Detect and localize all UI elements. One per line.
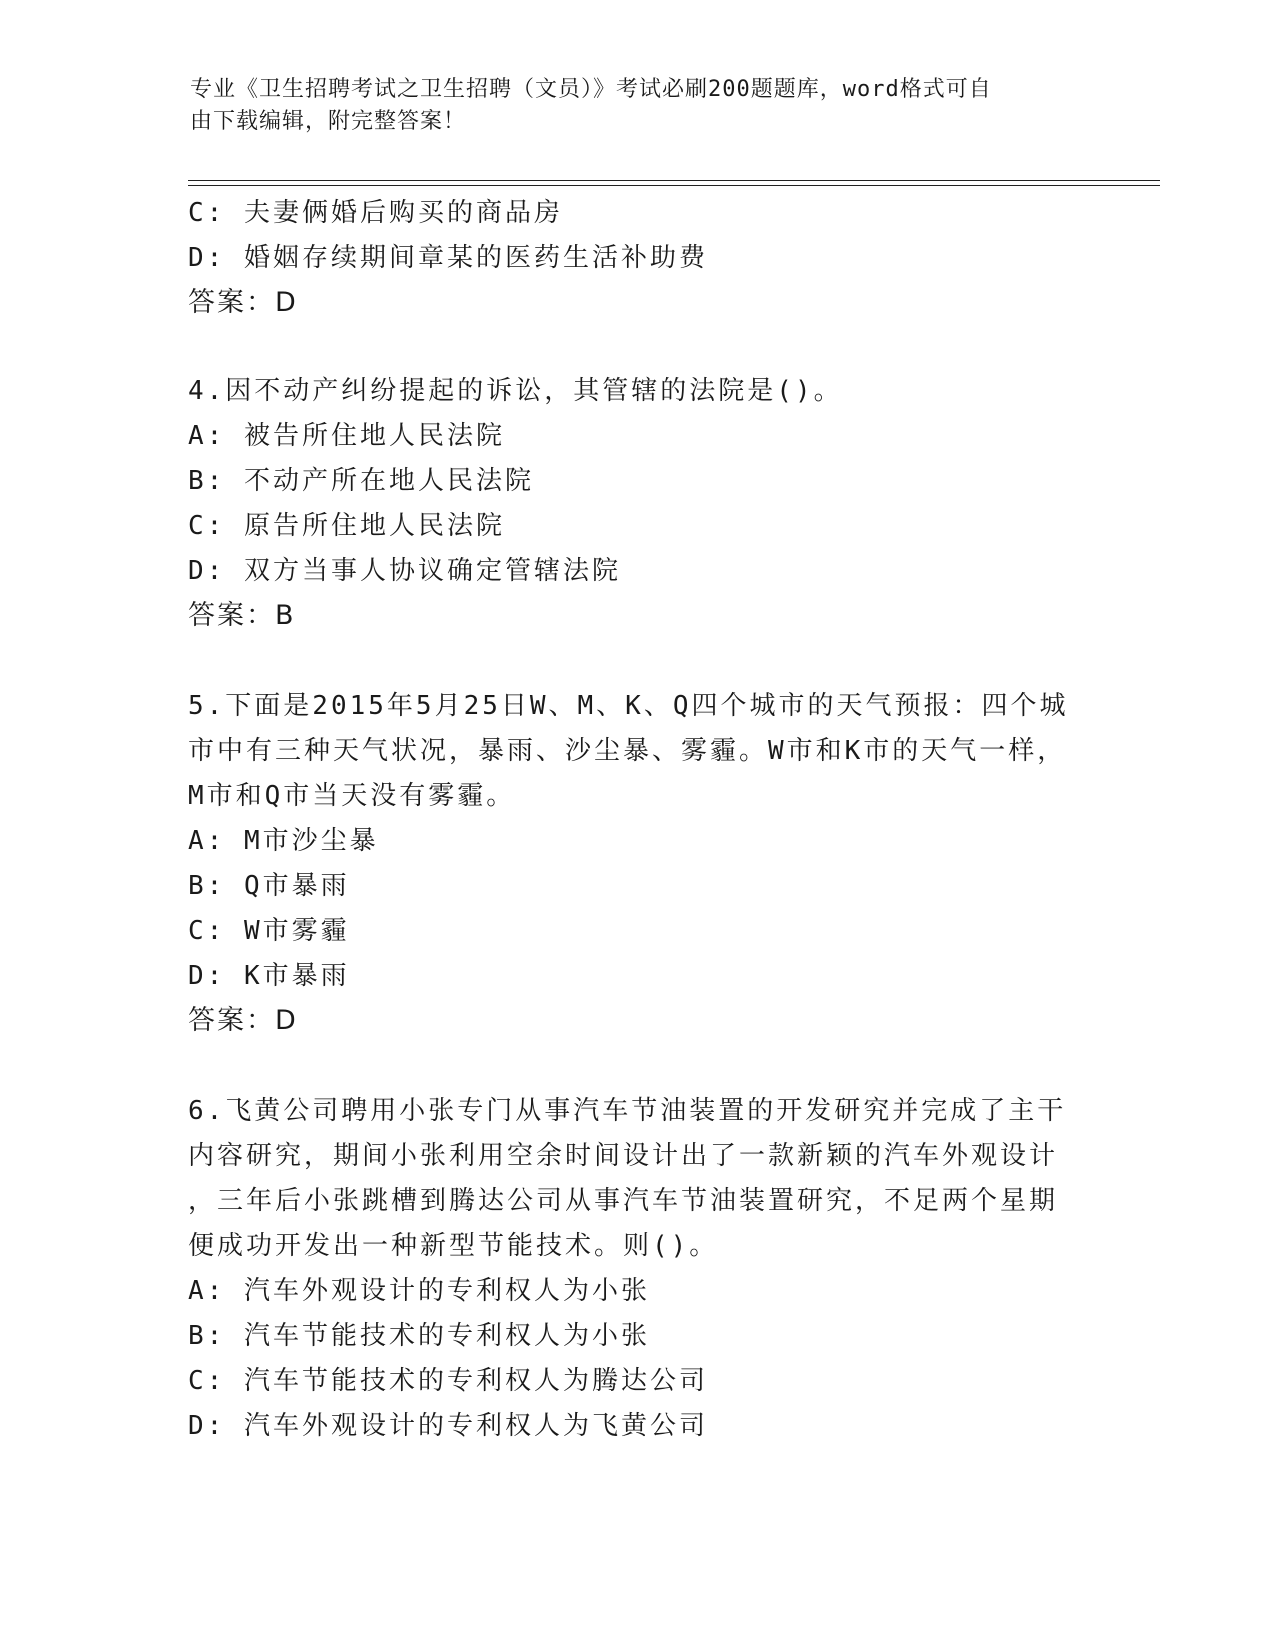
q4-answer: 答案：B [188, 600, 296, 631]
q6-option-c: C: 汽车节能技术的专利权人为腾达公司 [188, 1366, 708, 1396]
q5-stem-line-1: 5.下面是2015年5月25日W、M、K、Q四个城市的天气预报：四个城 [188, 691, 1069, 721]
q3-answer: 答案：D [188, 287, 298, 318]
q6-stem-line-4: 便成功开发出一种新型节能技术。则()。 [188, 1231, 719, 1261]
q5-option-b: B: Q市暴雨 [188, 871, 350, 901]
q5-stem-line-2: 市中有三种天气状况，暴雨、沙尘暴、雾霾。W市和K市的天气一样， [188, 736, 1067, 766]
q6-stem-line-3: ，三年后小张跳槽到腾达公司从事汽车节油装置研究，不足两个星期 [188, 1186, 1059, 1216]
q6-option-b: B: 汽车节能技术的专利权人为小张 [188, 1321, 650, 1351]
q6-stem-line-1: 6.飞黄公司聘用小张专门从事汽车节油装置的开发研究并完成了主干 [188, 1096, 1067, 1126]
q5-option-d: D: K市暴雨 [188, 961, 350, 991]
q4-option-c: C: 原告所住地人民法院 [188, 511, 505, 541]
header-line-2: 由下载编辑，附完整答案！ [190, 109, 467, 134]
q6-option-d: D: 汽车外观设计的专利权人为飞黄公司 [188, 1411, 708, 1441]
q4-option-d: D: 双方当事人协议确定管辖法院 [188, 556, 621, 586]
header-divider-top [188, 180, 1160, 181]
header-line-1: 专业《卫生招聘考试之卫生招聘（文员）》考试必刷200题题库，word格式可自 [190, 77, 992, 102]
q4-option-a: A: 被告所住地人民法院 [188, 421, 505, 451]
q3-option-c: C: 夫妻俩婚后购买的商品房 [188, 198, 563, 228]
q5-stem-line-3: M市和Q市当天没有雾霾。 [188, 781, 516, 811]
q6-stem-line-2: 内容研究，期间小张利用空余时间设计出了一款新颖的汽车外观设计 [188, 1141, 1059, 1171]
header-divider-bottom [188, 185, 1160, 186]
q5-option-c: C: W市雾霾 [188, 916, 350, 946]
document-header [190, 74, 1070, 138]
q4-option-b: B: 不动产所在地人民法院 [188, 466, 534, 496]
q6-option-a: A: 汽车外观设计的专利权人为小张 [188, 1276, 650, 1306]
q4-stem: 4.因不动产纠纷提起的诉讼，其管辖的法院是()。 [188, 376, 843, 406]
q5-answer: 答案：D [188, 1005, 298, 1036]
q5-option-a: A: M市沙尘暴 [188, 826, 379, 856]
q3-option-d: D: 婚姻存续期间章某的医药生活补助费 [188, 243, 708, 273]
